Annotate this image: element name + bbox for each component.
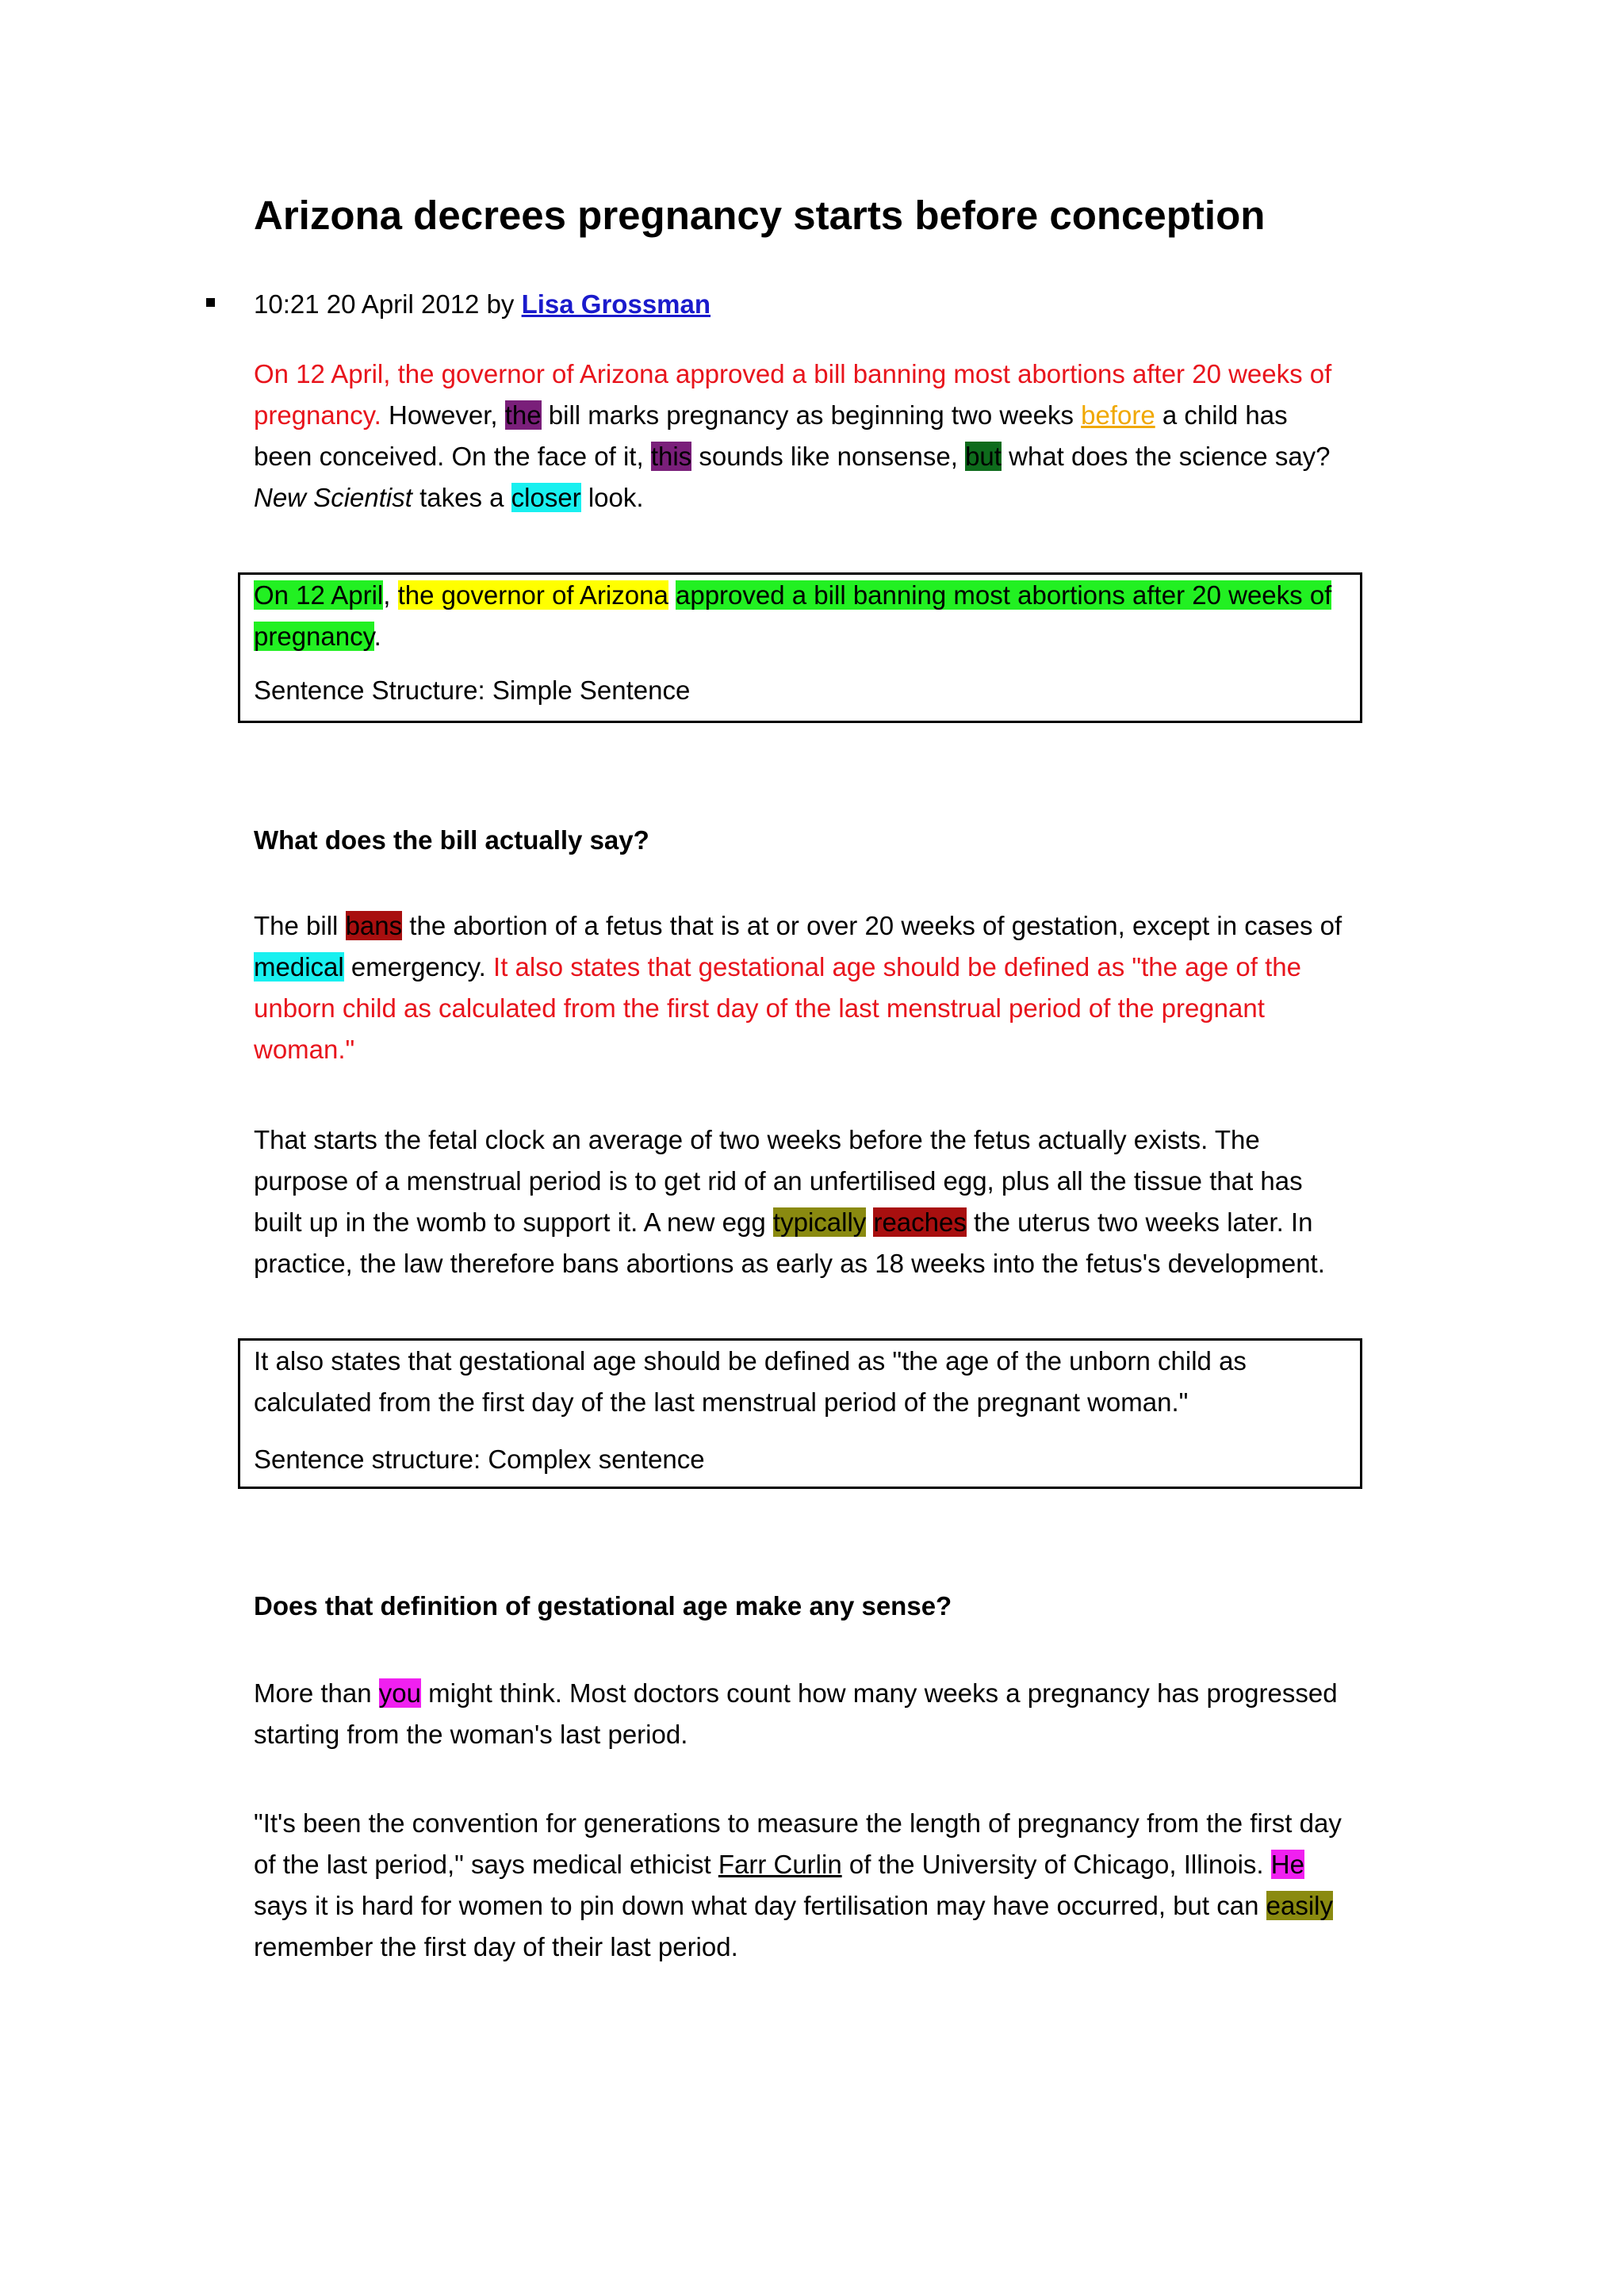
highlight-before: before bbox=[1081, 400, 1155, 430]
box1-sentence: On 12 April, the governor of Arizona approved a bill banning most abortions after 20 weeks of pregnancy. bbox=[254, 580, 1332, 651]
highlight-bans: bans bbox=[345, 911, 403, 940]
byline-date: 10:21 20 April 2012 by bbox=[254, 289, 522, 319]
section1-paragraph-1: The bill bans the abortion of a fetus that is at or over 20 weeks of gestation, except in cases of medical emergency. It also states that gestational age should be defined as "the age of the unborn child as calculated from the first day of the last menstrual period of the pregnant woman." bbox=[254, 911, 1342, 1064]
section2-paragraph-2: "It's been the convention for generations to measure the length of pregnancy from the first day of the last period," says medical ethicist Farr Curlin of the University of Chicago, Illinois. He says it is hard for women to pin down what day fertilisation may have occurred, but can easily remember the first day of their last period. bbox=[254, 1808, 1342, 1961]
box2-structure-label: Sentence structure: Complex sentence bbox=[254, 1445, 705, 1474]
sentence-analysis-box-1 bbox=[238, 572, 1362, 723]
highlight-phrase-date: On 12 April bbox=[254, 580, 384, 610]
byline-text bbox=[254, 285, 710, 323]
highlight-phrase-subject: the governor of Arizona bbox=[397, 580, 668, 610]
section-heading-definition: Does that definition of gestational age make any sense? bbox=[254, 1591, 952, 1621]
highlight-easily: easily bbox=[1266, 1891, 1333, 1920]
highlight-typically: typically bbox=[772, 1207, 867, 1237]
section2-paragraph-1: More than you might think. Most doctors count how many weeks a pregnancy has progressed starting from the woman's last period. bbox=[254, 1678, 1338, 1749]
publication-name: New Scientist bbox=[254, 483, 412, 512]
highlight-he: He bbox=[1270, 1850, 1304, 1879]
highlight-but: but bbox=[965, 442, 1002, 471]
section1-highlighted-sentence: It also states that gestational age should be defined as "the age of the unborn child as calculated from the first day of the last menstrual period of the pregnant woman." bbox=[254, 952, 1301, 1064]
square-bullet-icon bbox=[206, 298, 215, 307]
highlight-the: the bbox=[504, 400, 542, 430]
highlight-medical: medical bbox=[254, 952, 344, 982]
sentence-analysis-box-2 bbox=[238, 1338, 1362, 1489]
highlight-reaches: reaches bbox=[873, 1207, 967, 1237]
article-title: Arizona decrees pregnancy starts before conception bbox=[254, 193, 1266, 238]
box1-structure-label: Sentence Structure: Simple Sentence bbox=[254, 675, 691, 705]
intro-paragraph: On 12 April, the governor of Arizona approved a bill banning most abortions after 20 weeks of pregnancy. However, the bill marks pregnancy as beginning two weeks before a child has been conceived. On the face of it, this sounds like nonsense, but what does the science say? New Scientist takes a closer look. bbox=[254, 359, 1332, 512]
section1-paragraph-2: That starts the fetal clock an average of two weeks before the fetus actually exists. The purpose of a menstrual period is to get rid of an unfertilised egg, plus all the tissue that has built up in the womb to support it. A new egg typically reaches the uterus two weeks later. In practice, the law therefore bans abortions as early as 18 weeks into the fetus's development. bbox=[254, 1125, 1325, 1278]
section-heading-bill: What does the bill actually say? bbox=[254, 825, 649, 855]
highlight-closer: closer bbox=[511, 483, 581, 512]
box2-sentence: It also states that gestational age should be defined as "the age of the unborn child as calculated from the first day of the last menstrual period of the pregnant woman." bbox=[254, 1346, 1247, 1417]
highlight-this: this bbox=[650, 442, 692, 471]
author-link[interactable]: Lisa Grossman bbox=[521, 289, 711, 319]
ethicist-name: Farr Curlin bbox=[718, 1850, 842, 1879]
highlight-you: you bbox=[378, 1678, 421, 1708]
intro-highlighted-sentence: On 12 April, the governor of Arizona approved a bill banning most abortions after 20 weeks of pregnancy. bbox=[254, 359, 1332, 430]
highlight-phrase-predicate: approved a bill banning most abortions after 20 weeks of pregnancy bbox=[254, 580, 1332, 651]
